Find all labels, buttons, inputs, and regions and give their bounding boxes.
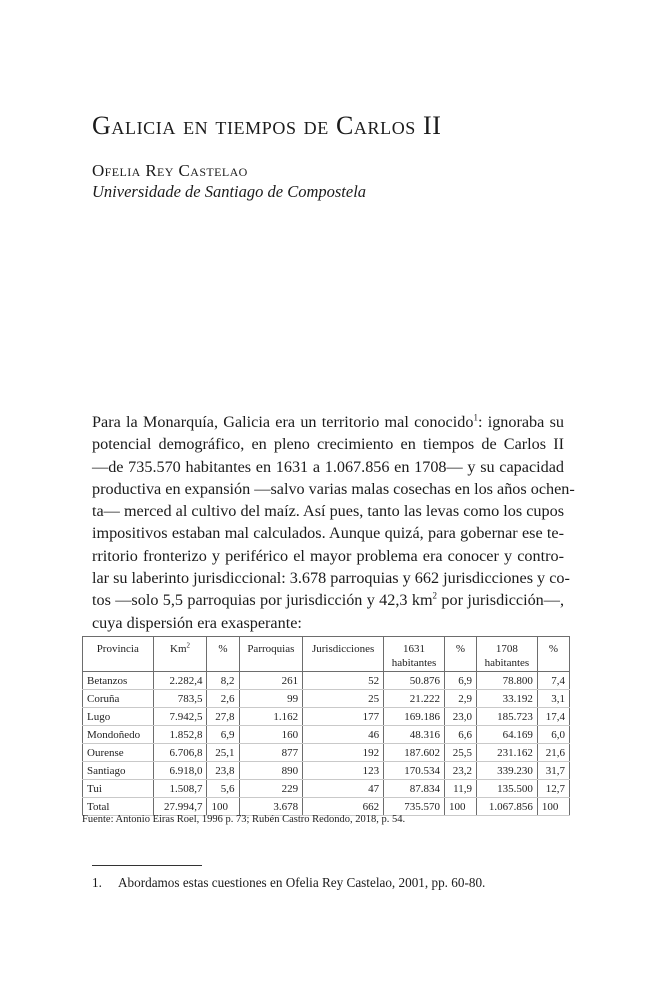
table-row <box>83 726 570 744</box>
table-row <box>83 708 570 726</box>
table-cell: 100 <box>207 798 239 816</box>
table-cell: 11,9 <box>444 780 476 798</box>
table-row <box>83 672 570 690</box>
col-header-1631: 1631 habitantes <box>384 637 445 672</box>
table-cell: 2,6 <box>207 690 239 708</box>
table-cell: 6,9 <box>207 726 239 744</box>
table-cell: 229 <box>239 780 303 798</box>
table-cell: 50.876 <box>384 672 445 690</box>
table-cell: 100 <box>444 798 476 816</box>
table-cell: 1.067.856 <box>477 798 538 816</box>
col-header-jurisdicciones: Jurisdicciones <box>303 637 384 672</box>
col-header-pct-1631: % <box>444 637 476 672</box>
table-cell: 6,0 <box>537 726 569 744</box>
footnote-text: Abordamos estas cuestiones en Ofelia Rey Castelao, 2001, pp. 60-80. <box>118 875 486 890</box>
table-cell: 47 <box>303 780 384 798</box>
body-line: lar su laberinto jurisdiccional: 3.678 parroquias y 662 jurisdicciones y co- <box>92 569 570 588</box>
table-cell: 6.918,0 <box>153 762 207 780</box>
table-cell: 783,5 <box>153 690 207 708</box>
table-header-row <box>83 637 570 672</box>
chapter-title: Galicia en tiempos de Carlos II <box>92 111 442 140</box>
cell-provincia: Coruña <box>83 690 154 708</box>
table-cell: 1.508,7 <box>153 780 207 798</box>
table-cell: 339.230 <box>477 762 538 780</box>
cell-provincia: Tui <box>83 780 154 798</box>
body-line: rritorio fronterizo y periférico el mayor problema era conocer y contro- <box>92 546 564 565</box>
table-cell: 3,1 <box>537 690 569 708</box>
table-cell: 7,4 <box>537 672 569 690</box>
table-cell: 170.534 <box>384 762 445 780</box>
table-cell: 187.602 <box>384 744 445 762</box>
table-cell: 2.282,4 <box>153 672 207 690</box>
table-cell: 890 <box>239 762 303 780</box>
table-cell: 1.852,8 <box>153 726 207 744</box>
body-line: —de 735.570 habitantes en 1631 a 1.067.856 en 1708— y su capacidad <box>92 457 564 476</box>
table-cell: 25 <box>303 690 384 708</box>
table-cell: 169.186 <box>384 708 445 726</box>
body-line: Para la Monarquía, Galicia era un territorio mal conocido$^1$: ignoraba su <box>92 412 564 431</box>
table-cell: 231.162 <box>477 744 538 762</box>
table-cell: 735.570 <box>384 798 445 816</box>
col-header-pct: % <box>207 637 239 672</box>
table-cell: 6,9 <box>444 672 476 690</box>
superscript: 2 <box>432 590 438 601</box>
table-cell: 31,7 <box>537 762 569 780</box>
footnote-ref: 1 <box>473 412 478 423</box>
table-cell: 78.800 <box>477 672 538 690</box>
body-line: ta— merced al cultivo del maíz. Así pues, tanto las levas como los cupos <box>92 502 564 521</box>
table-cell: 7.942,5 <box>153 708 207 726</box>
table-cell: 3.678 <box>239 798 303 816</box>
col-header-provincia: Provincia <box>83 637 154 672</box>
cell-provincia: Mondoñedo <box>83 726 154 744</box>
body-line: cuya dispersión era exasperante: <box>92 613 302 632</box>
footnote <box>92 874 572 892</box>
table-cell: 123 <box>303 762 384 780</box>
table-source: Fuente: Antonio Eiras Roel, 1996 p. 73; Rubén Castro Redondo, 2018, p. 54. <box>82 814 406 825</box>
table-cell: 64.169 <box>477 726 538 744</box>
body-line: impositivos estaban mal calculados. Aunque quizá, para gobernar ese te- <box>92 524 564 543</box>
table-cell: 662 <box>303 798 384 816</box>
table-cell: 12,7 <box>537 780 569 798</box>
table-cell: 6,6 <box>444 726 476 744</box>
table-cell: 192 <box>303 744 384 762</box>
table-cell: 48.316 <box>384 726 445 744</box>
table-row <box>83 762 570 780</box>
table-cell: 261 <box>239 672 303 690</box>
body-line: potencial demográfico, en pleno crecimiento en tiempos de Carlos II <box>92 435 564 454</box>
table-cell: 877 <box>239 744 303 762</box>
body-line: productiva en expansión —salvo varias malas cosechas en los años ochen- <box>92 479 575 498</box>
table-row <box>83 744 570 762</box>
table-cell: 33.192 <box>477 690 538 708</box>
table-cell: 23,0 <box>444 708 476 726</box>
author-affiliation: Universidade de Santiago de Compostela <box>92 182 367 201</box>
col-header-pct-1708: % <box>537 637 569 672</box>
col-header-parroquias: Parroquias <box>239 637 303 672</box>
table-cell: 21.222 <box>384 690 445 708</box>
cell-provincia: Total <box>83 798 154 816</box>
table-row <box>83 690 570 708</box>
table-cell: 46 <box>303 726 384 744</box>
col-header-1708: 1708 habitantes <box>477 637 538 672</box>
table-cell: 8,2 <box>207 672 239 690</box>
table-cell: 27.994,7 <box>153 798 207 816</box>
table-cell: 1.162 <box>239 708 303 726</box>
table-cell: 23,8 <box>207 762 239 780</box>
table-cell: 99 <box>239 690 303 708</box>
table-cell: 185.723 <box>477 708 538 726</box>
table-cell: 2,9 <box>444 690 476 708</box>
table-cell: 17,4 <box>537 708 569 726</box>
footnote-number: 1. <box>92 875 102 890</box>
table-cell: 135.500 <box>477 780 538 798</box>
table-cell: 25,1 <box>207 744 239 762</box>
author-name: Ofelia Rey Castelao <box>92 161 248 180</box>
cell-provincia: Lugo <box>83 708 154 726</box>
table-row <box>83 780 570 798</box>
cell-provincia: Betanzos <box>83 672 154 690</box>
table-cell: 100 <box>537 798 569 816</box>
cell-provincia: Ourense <box>83 744 154 762</box>
cell-provincia: Santiago <box>83 762 154 780</box>
table-cell: 5,6 <box>207 780 239 798</box>
table-cell: 52 <box>303 672 384 690</box>
body-paragraph <box>92 411 575 634</box>
footnote-divider <box>92 865 202 866</box>
body-line: tos —solo 5,5 parroquias por jurisdicción y 42,3 $km^2$ por jurisdicción—, <box>92 590 564 610</box>
col-header-km2: Km$^2$ <box>153 637 207 672</box>
table-cell: 27,8 <box>207 708 239 726</box>
table-cell: 6.706,8 <box>153 744 207 762</box>
table-cell: 160 <box>239 726 303 744</box>
table-cell: 87.834 <box>384 780 445 798</box>
table-cell: 177 <box>303 708 384 726</box>
population-table <box>82 636 570 816</box>
table-cell: 25,5 <box>444 744 476 762</box>
table-cell: 21,6 <box>537 744 569 762</box>
table-cell: 23,2 <box>444 762 476 780</box>
